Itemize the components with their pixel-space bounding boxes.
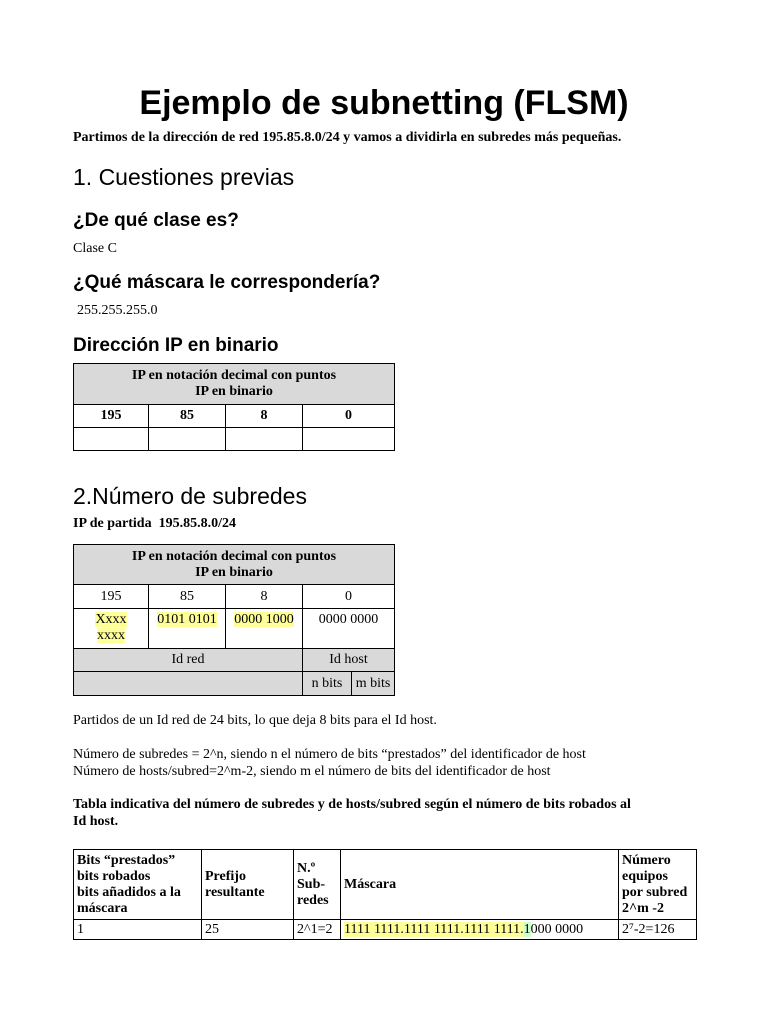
header-line: IP en notación decimal con puntos — [131, 368, 337, 383]
header-line: Sub- — [297, 876, 326, 892]
empty-cell — [226, 428, 303, 451]
subnet-ip-table — [73, 544, 395, 696]
id-red-cell: Id red — [74, 649, 303, 672]
cell-subnets: 2^1=2 — [294, 920, 341, 940]
header-line: 2^m -2 — [622, 900, 664, 916]
mask-host-part: 000 0000 — [530, 921, 584, 937]
subnet-bits-table — [73, 849, 697, 940]
m-bits-cell: m bits — [355, 675, 391, 691]
question-mask: ¿Qué máscara le correspondería? — [73, 272, 381, 293]
table-row — [74, 920, 697, 940]
binary-ip-heading: Dirección IP en binario — [73, 335, 279, 356]
paragraph-subnets-formula: Número de subredes = 2^n, siendo n el número de bits “prestados” del identificador de host — [73, 747, 586, 762]
header-line: IP en notación decimal con puntos — [131, 548, 337, 564]
octet-cell: 195 — [74, 405, 149, 428]
section2-heading: 2.Número de subredes — [73, 483, 307, 509]
binary-first-line1: Xxxx — [95, 612, 127, 627]
header-line: equipos — [622, 868, 668, 884]
binary-third: 0000 1000 — [234, 612, 294, 627]
header-line: máscara — [77, 900, 128, 916]
id-host-cell: Id host — [303, 649, 395, 672]
cell-mask — [341, 920, 619, 940]
octet-cell: 8 — [226, 585, 303, 609]
binary-cell — [226, 609, 303, 649]
header-line: Número — [622, 852, 671, 868]
col-header-prefix — [202, 850, 294, 920]
header-line: por subred — [622, 884, 688, 900]
mask-borrowed-bit: 1 — [523, 921, 531, 937]
intro-text: Partimos de la dirección de red 195.85.8.0/24 y vamos a dividirla en subredes más pequeñas. — [73, 130, 622, 145]
table-header — [74, 364, 395, 405]
table-header — [74, 545, 395, 585]
bits-subtable — [303, 672, 394, 695]
header-line: N.º — [297, 860, 316, 876]
mask-network-part: 1111 1111.1111 1111.1111 1111. — [344, 921, 524, 937]
answer-mask: 255.255.255.0 — [77, 303, 158, 318]
header-line: Prefijo — [205, 868, 246, 884]
binary-second: 0101 0101 — [157, 612, 217, 627]
header-line: redes — [297, 892, 329, 908]
start-ip-line — [73, 515, 236, 532]
header-line: Bits “prestados” — [77, 852, 176, 868]
empty-cell — [303, 428, 395, 451]
bits-cell — [303, 672, 395, 696]
octet-cell: 0 — [303, 585, 395, 609]
binary-cell — [74, 609, 149, 649]
ip-binary-table — [73, 363, 395, 451]
col-header-subnets — [294, 850, 341, 920]
octet-cell: 85 — [149, 585, 226, 609]
octet-cell: 85 — [149, 405, 226, 428]
col-header-bits — [74, 850, 202, 920]
empty-gray-cell — [74, 672, 303, 696]
start-ip-value: 195.85.8.0/24 — [158, 516, 236, 531]
paragraph-id-bits: Partidos de un Id red de 24 bits, lo que deja 8 bits para el Id host. — [73, 713, 437, 728]
answer-class: Clase C — [73, 241, 117, 256]
octet-cell: 0 — [303, 405, 395, 428]
start-ip-label: IP de partida — [73, 516, 152, 531]
n-bits-cell: n bits — [303, 672, 352, 695]
header-line: IP en binario — [195, 384, 273, 399]
empty-cell — [149, 428, 226, 451]
cell-bits: 1 — [74, 920, 202, 940]
col-header-mask: Máscara — [341, 850, 619, 920]
page-title: Ejemplo de subnetting (FLSM) — [139, 84, 629, 122]
header-line: bits robados — [77, 868, 151, 884]
col-header-hosts — [619, 850, 697, 920]
header-line: bits añadidos a la — [77, 884, 181, 900]
binary-first-line2: xxxx — [97, 628, 125, 643]
octet-cell: 195 — [74, 585, 149, 609]
paragraph-hosts-formula: Número de hosts/subred=2^m-2, siendo m el número de bits del identificador de host — [73, 764, 551, 779]
header-line: IP en binario — [195, 564, 273, 580]
binary-fourth: 0000 0000 — [303, 609, 395, 649]
empty-cell — [74, 428, 149, 451]
binary-cell — [149, 609, 226, 649]
table-caption-line2: Id host. — [73, 814, 119, 829]
table-caption-line1: Tabla indicativa del número de subredes y de hosts/subred según el número de bits robados al — [73, 797, 631, 812]
header-line: resultante — [205, 884, 265, 900]
cell-hosts: 2⁷-2=126 — [619, 920, 697, 940]
octet-cell: 8 — [226, 405, 303, 428]
section1-heading: 1. Cuestiones previas — [73, 164, 295, 190]
question-class: ¿De qué clase es? — [73, 210, 239, 231]
cell-prefix: 25 — [202, 920, 294, 940]
